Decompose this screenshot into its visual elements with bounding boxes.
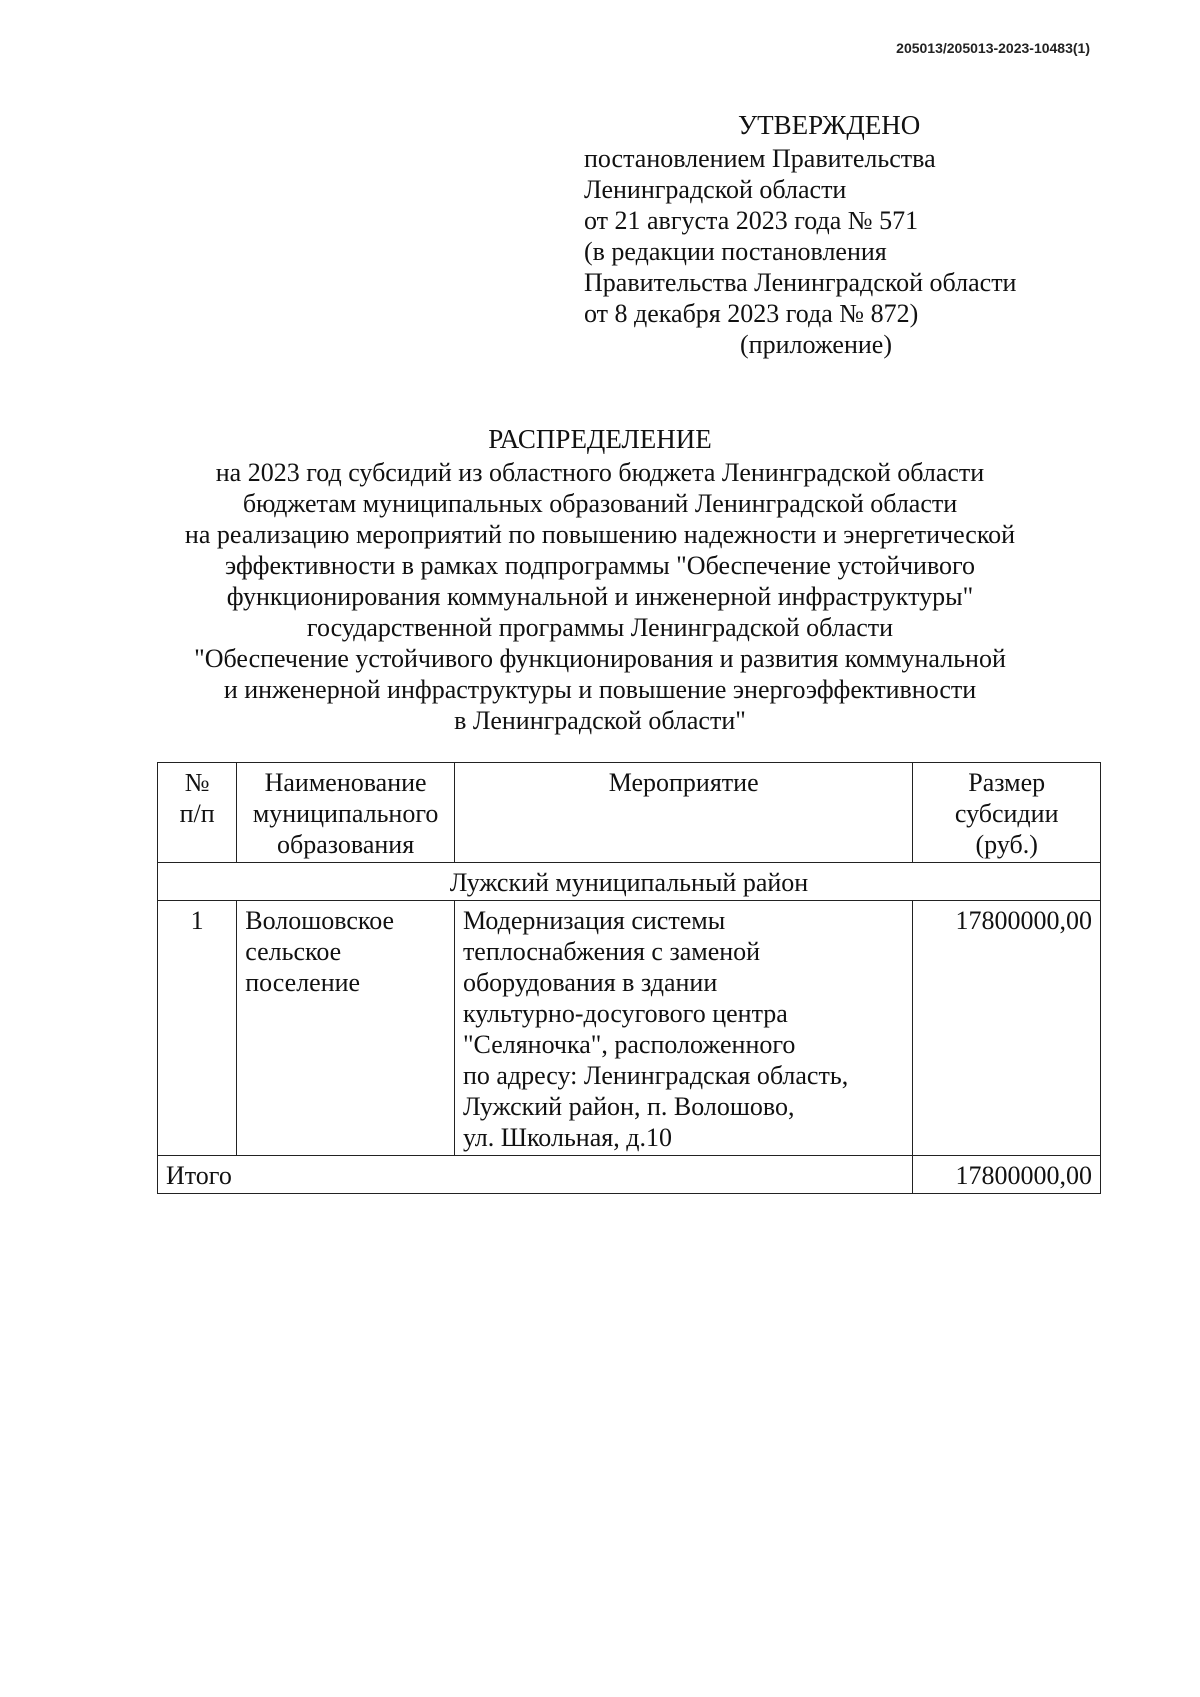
approval-line: от 8 декабря 2023 года № 872): [584, 299, 919, 328]
approval-block: [584, 110, 1016, 360]
total-label: Итого: [158, 1156, 913, 1194]
total-sum: 17800000,00: [913, 1156, 1101, 1194]
table-row: [158, 901, 1101, 1156]
total-row: [158, 1156, 1101, 1194]
distribution-table: [157, 762, 1101, 1194]
title-line: на реализацию мероприятий по повышению надежности и энергетической: [184, 520, 1016, 549]
row-sum: 17800000,00: [913, 901, 1101, 1156]
header-name: Наименование муниципального образования: [237, 763, 455, 863]
approval-heading: УТВЕРЖДЕНО: [738, 110, 921, 140]
row-event: Модернизация системы теплоснабжения с заменой оборудования в здании культурно-досугового центра "Селяночка", расположенного по адресу: Ленинградская область, Лужский район, п. Волошово, ул. Школьная, д.10: [454, 901, 912, 1156]
approval-line: постановлением Правительства: [584, 144, 936, 173]
document-title-block: [0, 424, 1200, 736]
header-event: Мероприятие: [454, 763, 912, 863]
row-municipality: Волошовское сельское поселение: [237, 901, 455, 1156]
row-num: 1: [158, 901, 237, 1156]
document-title: РАСПРЕДЕЛЕНИЕ: [488, 424, 712, 454]
document-number: 205013/205013-2023-10483(1): [896, 40, 1090, 56]
title-line: и инженерной инфраструктуры и повышение энергоэффективности: [223, 675, 977, 704]
region-row: [158, 863, 1101, 901]
title-line: в Ленинградской области": [454, 706, 746, 735]
title-line: на 2023 год субсидий из областного бюджета Ленинградской области: [215, 458, 985, 487]
header-sum: Размер субсидии (руб.): [913, 763, 1101, 863]
approval-line: (в редакции постановления: [584, 237, 887, 266]
approval-line: от 21 августа 2023 года № 571: [584, 206, 919, 235]
approval-suffix: (приложение): [740, 330, 893, 359]
region-name: Лужский муниципальный район: [158, 863, 1101, 901]
title-line: эффективности в рамках подпрограммы "Обеспечение устойчивого: [224, 551, 976, 580]
title-line: государственной программы Ленинградской области: [306, 613, 894, 642]
header-num: № п/п: [158, 763, 237, 863]
title-line: бюджетам муниципальных образований Ленинградской области: [242, 489, 958, 518]
table-header-row: [158, 763, 1101, 863]
approval-line: Правительства Ленинградской области: [584, 268, 1017, 297]
title-line: функционирования коммунальной и инженерной инфраструктуры": [226, 582, 974, 611]
title-line: "Обеспечение устойчивого функционирования и развития коммунальной: [194, 644, 1006, 673]
approval-line: Ленинградской области: [584, 175, 847, 204]
